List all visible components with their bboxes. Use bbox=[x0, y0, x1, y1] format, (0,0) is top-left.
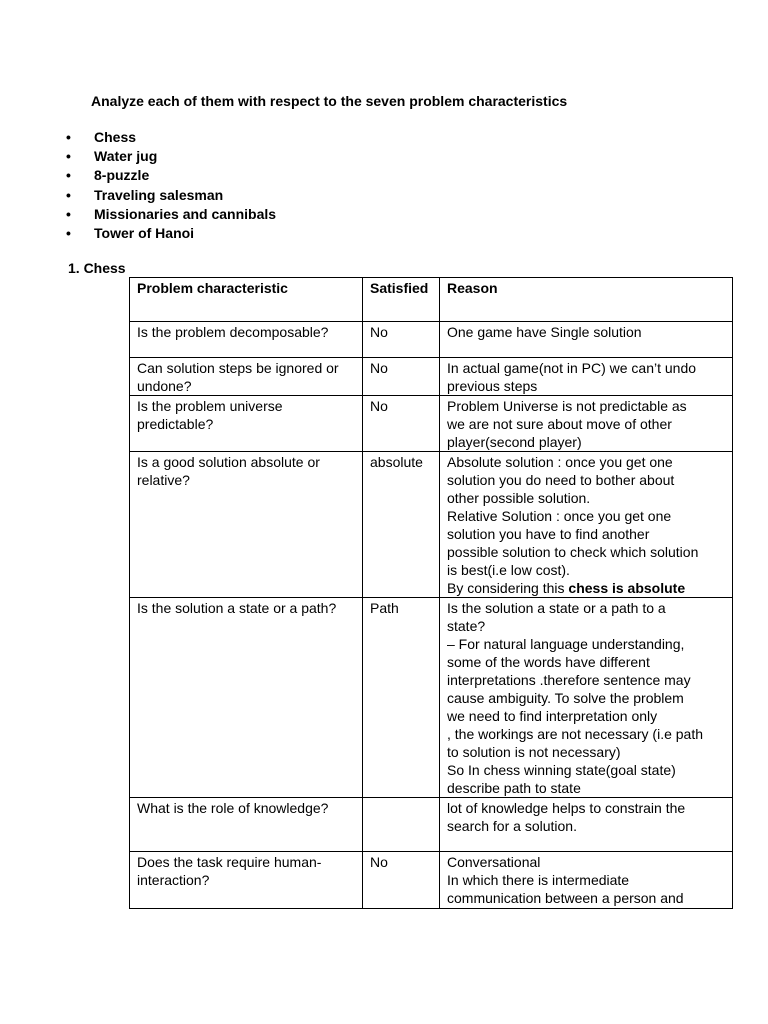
reason-line: By considering this chess is absolute bbox=[447, 580, 686, 596]
cell-satisfied: No bbox=[363, 396, 440, 452]
header-reason: Reason bbox=[440, 278, 733, 322]
table-row bbox=[130, 598, 733, 798]
cell-characteristic: Does the task require human-interaction? bbox=[130, 852, 363, 909]
emphasis-text: chess is absolute bbox=[568, 580, 686, 596]
reason-line: is best(i.e low cost). bbox=[447, 562, 570, 578]
reason-line: we are not sure about move of other bbox=[447, 416, 672, 432]
list-item-label: Water jug bbox=[94, 148, 158, 165]
reason-line: One game have Single solution bbox=[447, 324, 642, 340]
reason-line: search for a solution. bbox=[447, 818, 577, 834]
cell-characteristic: Is the problem universe predictable? bbox=[130, 396, 363, 452]
bullet-icon: • bbox=[66, 186, 71, 203]
cell-reason bbox=[440, 452, 733, 598]
reason-line: previous steps bbox=[447, 378, 538, 394]
reason-line: In which there is intermediate bbox=[447, 872, 630, 888]
reason-line: – For natural language understanding, bbox=[447, 636, 685, 652]
list-item-label: Missionaries and cannibals bbox=[94, 205, 277, 222]
list-item-label: Chess bbox=[94, 129, 137, 145]
bullet-icon: • bbox=[66, 224, 71, 241]
cell-reason bbox=[440, 798, 733, 852]
reason-line: , the workings are not necessary (i.e path bbox=[447, 726, 704, 742]
reason-line: lot of knowledge helps to constrain the bbox=[447, 800, 686, 816]
table-row bbox=[130, 396, 733, 452]
reason-line: we need to find interpretation only bbox=[447, 708, 658, 724]
reason-line: interpretations .therefore sentence may bbox=[447, 672, 691, 688]
page-heading: Analyze each of them with respect to the seven problem characteristics bbox=[91, 93, 568, 109]
bullet-icon: • bbox=[66, 129, 71, 145]
cell-satisfied: No bbox=[363, 358, 440, 396]
reason-line: possible solution to check which solution bbox=[447, 544, 699, 560]
cell-characteristic: Is a good solution absolute or relative? bbox=[130, 452, 363, 598]
reason-line: other possible solution. bbox=[447, 490, 591, 506]
reason-line: solution you do need to bother about bbox=[447, 472, 675, 488]
cell-characteristic: Is the solution a state or a path? bbox=[130, 598, 363, 798]
bullet-icon: • bbox=[66, 148, 71, 165]
reason-line: to solution is not necessary) bbox=[447, 744, 621, 760]
reason-line: So In chess winning state(goal state) bbox=[447, 762, 676, 778]
cell-reason bbox=[440, 852, 733, 909]
list-item-label: 8-puzzle bbox=[94, 167, 150, 184]
reason-line: Absolute solution : once you get one bbox=[447, 454, 673, 470]
characteristics-table bbox=[129, 277, 733, 909]
table-header-row bbox=[130, 278, 733, 322]
list-item-label: Tower of Hanoi bbox=[94, 224, 195, 241]
reason-line: describe path to state bbox=[447, 780, 581, 796]
cell-reason bbox=[440, 598, 733, 798]
bullet-icon: • bbox=[66, 167, 71, 184]
reason-line: player(second player) bbox=[447, 434, 582, 450]
cell-characteristic: What is the role of knowledge? bbox=[130, 798, 363, 852]
reason-line: In actual game(not in PC) we can’t undo bbox=[447, 360, 697, 376]
table-row bbox=[130, 452, 733, 598]
reason-line: some of the words have different bbox=[447, 654, 650, 670]
table-row bbox=[130, 798, 733, 852]
cell-reason bbox=[440, 322, 733, 358]
table-row bbox=[130, 322, 733, 358]
reason-line: cause ambiguity. To solve the problem bbox=[447, 690, 684, 706]
header-satisfied: Satisfied bbox=[363, 278, 440, 322]
cell-reason bbox=[440, 396, 733, 452]
list-item-label: Traveling salesman bbox=[94, 186, 224, 203]
reason-line: Relative Solution : once you get one bbox=[447, 508, 672, 524]
cell-characteristic: Is the problem decomposable? bbox=[130, 322, 363, 358]
cell-satisfied: Path bbox=[363, 598, 440, 798]
bullet-icon: • bbox=[66, 205, 71, 222]
table-row bbox=[130, 852, 733, 909]
reason-line: Is the solution a state or a path to a bbox=[447, 600, 666, 616]
cell-satisfied bbox=[363, 798, 440, 852]
cell-characteristic: Can solution steps be ignored or undone? bbox=[130, 358, 363, 396]
reason-line: Conversational bbox=[447, 854, 541, 870]
table-row bbox=[130, 358, 733, 396]
reason-line: solution you have to find another bbox=[447, 526, 650, 542]
cell-satisfied: absolute bbox=[363, 452, 440, 598]
header-characteristic: Problem characteristic bbox=[130, 278, 363, 322]
cell-satisfied: No bbox=[363, 322, 440, 358]
reason-line: communication between a person and bbox=[447, 890, 684, 906]
section-title-chess: 1. Chess bbox=[68, 260, 126, 276]
cell-reason bbox=[440, 358, 733, 396]
reason-line: Problem Universe is not predictable as bbox=[447, 398, 687, 414]
cell-satisfied: No bbox=[363, 852, 440, 909]
reason-line: state? bbox=[447, 618, 486, 634]
